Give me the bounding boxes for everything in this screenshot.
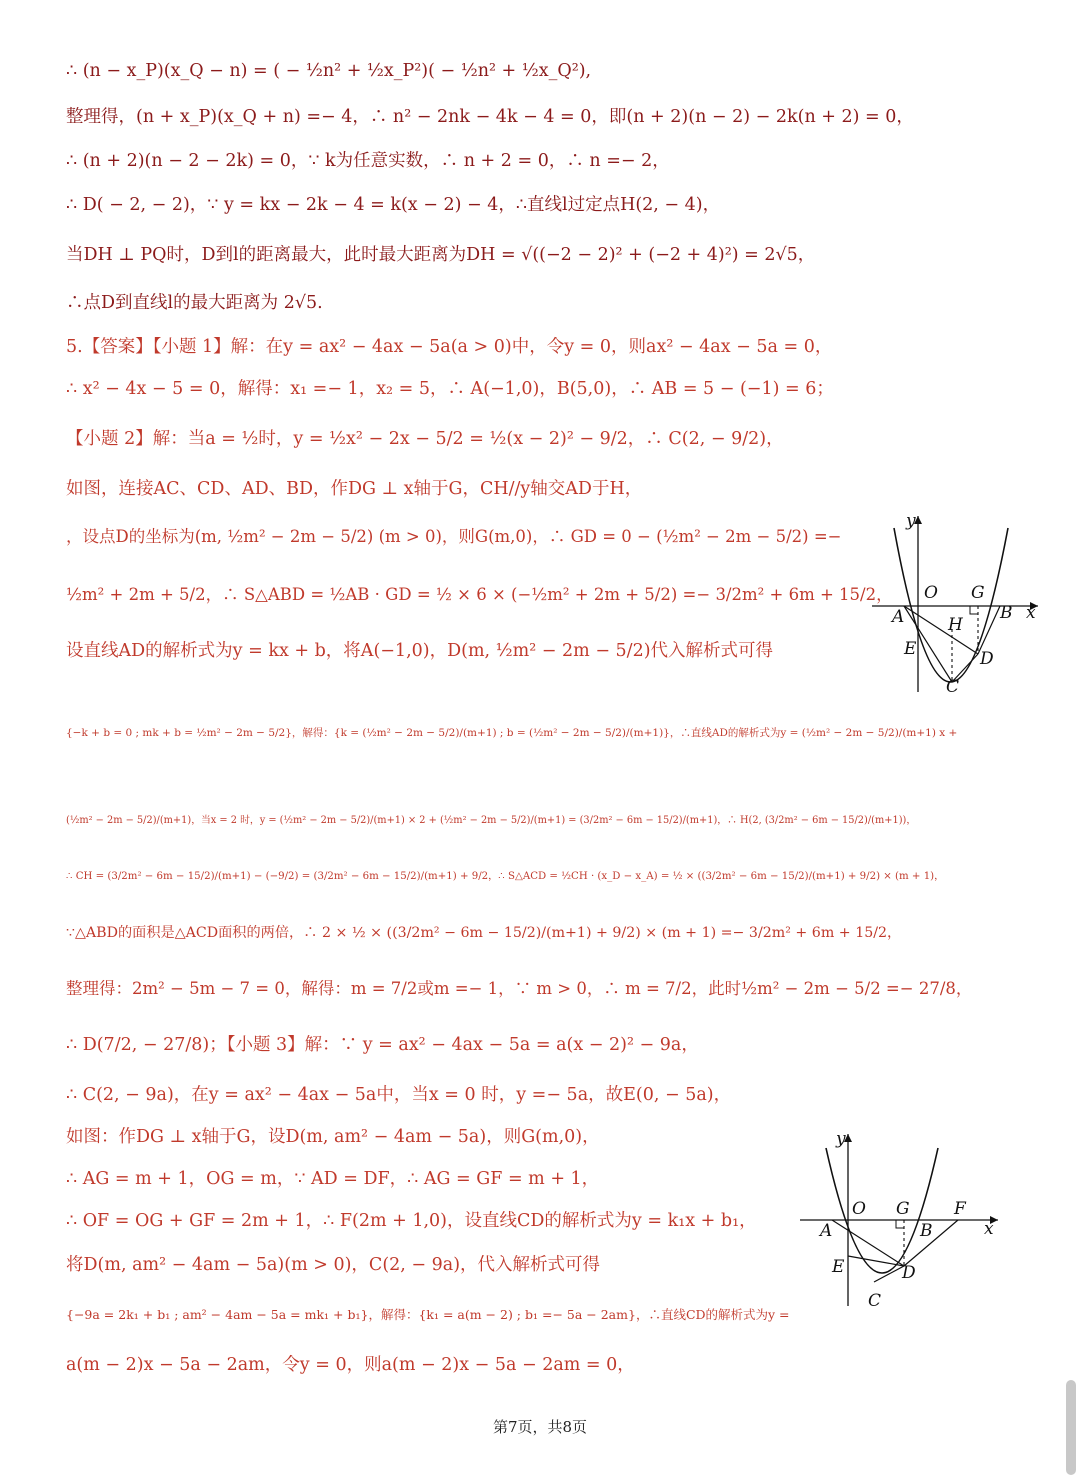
text-line: ½m² + 2m + 5/2，∴ S△ABD = ½AB · GD = ½ × 6 × (−½m² + 2m + 5/2) =− 3/2m² + 6m + 15/2， xyxy=(66,585,893,604)
text-line: 整理得，(n + x_P)(x_Q + n) =− 4，∴ n² − 2nk − 4k − 4 = 0，即(n + 2)(n − 2) − 2k(n + 2) = 0， xyxy=(66,107,914,127)
label-y: y xyxy=(906,511,916,531)
text-line: 将D(m, am² − 4am − 5a)(m > 0)，C(2, − 9a)，代入解析式可得 xyxy=(66,1255,601,1275)
text-line: 如图，连接AC、CD、AD、BD，作DG ⊥ x轴于G，CH//y轴交AD于H， xyxy=(66,479,643,499)
label-g: G xyxy=(971,583,985,603)
page-footer: 第7页，共8页 xyxy=(492,1418,588,1436)
scrollbar-thumb[interactable] xyxy=(1066,1380,1076,1475)
label-c: C xyxy=(946,677,960,696)
text-line: 5.【答案】【小题 1】解：在y = ax² − 4ax − 5a(a > 0)中，令y = 0，则ax² − 4ax − 5a = 0， xyxy=(66,337,833,357)
label-d: D xyxy=(902,1263,916,1283)
label-x: x xyxy=(984,1219,994,1239)
text-line: {−9a = 2k₁ + b₁ ; am² − 4am − 5a = mk₁ + b₁}，解得：{k₁ = a(m − 2) ; b₁ =− 5a − 2am}，∴直线CD的解析式为y = xyxy=(66,1307,790,1322)
text-line: ∴ (n + 2)(n − 2 − 2k) = 0，∵ k为任意实数，∴ n + 2 = 0，∴ n =− 2， xyxy=(66,151,670,171)
text-line: 【小题 2】解：当a = ½时，y = ½x² − 2x − 5/2 = ½(x − 2)² − 9/2，∴ C(2, − 9/2)， xyxy=(66,429,784,449)
label-y: y xyxy=(836,1129,846,1149)
text-line: {−k + b = 0 ; mk + b = ½m² − 2m − 5/2}，解得：{k = (½m² − 2m − 5/2)/(m+1) ; b = (½m² − 2m − 5/2)/(m+1)}，∴直线AD的解析式为y = (½m² − 2m − 5/2)/(m+1) x + xyxy=(66,727,958,739)
text-line: ∴ (n − x_P)(x_Q − n) = ( − ½n² + ½x_P²)( − ½n² + ½x_Q²), xyxy=(66,61,592,81)
label-c: C xyxy=(868,1291,882,1311)
label-f: F xyxy=(954,1199,966,1219)
label-b: B xyxy=(920,1221,933,1241)
text-line: ∴ CH = (3/2m² − 6m − 15/2)/(m+1) − (−9/2) = (3/2m² − 6m − 15/2)/(m+1) + 9/2，∴ S△ACD = ½CH · (x_D − x_A) = ½ × ((3/2m² − 6m − 15/2)/(m+1) + 9/2) × (m + 1)， xyxy=(66,871,945,882)
label-x: x xyxy=(1026,603,1036,623)
text-line: ∴ D(7/2, − 27/8)；【小题 3】解：∵ y = ax² − 4ax − 5a = a(x − 2)² − 9a， xyxy=(66,1035,699,1055)
parabola-figure-1 xyxy=(866,506,1046,696)
label-d: D xyxy=(980,649,994,669)
text-line: ∴ C(2, − 9a)，在y = ax² − 4ax − 5a中，当x = 0 时，y =− 5a，故E(0, − 5a)， xyxy=(66,1085,732,1105)
label-b: B xyxy=(1000,603,1013,623)
text-line: 整理得：2m² − 5m − 7 = 0，解得：m = 7/2或m =− 1，∵ m > 0，∴ m = 7/2，此时½m² − 2m − 5/2 =− 27/8， xyxy=(66,979,973,998)
label-o: O xyxy=(852,1199,866,1219)
text-line: ∴ x² − 4x − 5 = 0，解得：x₁ =− 1，x₂ = 5，∴ A(−1,0)，B(5,0)，∴ AB = 5 − (−1) = 6； xyxy=(66,379,834,399)
label-a: A xyxy=(892,607,905,627)
label-h: H xyxy=(948,615,963,635)
text-line: 如图：作DG ⊥ x轴于G，设D(m, am² − 4am − 5a)，则G(m,0)， xyxy=(66,1127,600,1147)
text-line: (½m² − 2m − 5/2)/(m+1)，当x = 2 时，y = (½m² − 2m − 5/2)/(m+1) × 2 + (½m² − 2m − 5/2)/(m+1) = (3/2m² − 6m − 15/2)/(m+1)，∴ H(2, (3/2m² − 6m − 15/2)/(m+1))， xyxy=(66,815,917,826)
label-a: A xyxy=(820,1221,833,1241)
label-o: O xyxy=(924,583,938,603)
parabola-figure-2 xyxy=(796,1126,1006,1316)
text-line: ，设点D的坐标为(m, ½m² − 2m − 5/2) (m > 0)，则G(m,0)，∴ GD = 0 − (½m² − 2m − 5/2) =− xyxy=(66,527,842,546)
label-e: E xyxy=(904,639,917,659)
text-line: ∴ AG = m + 1，OG = m，∵ AD = DF，∴ AG = GF = m + 1， xyxy=(66,1169,600,1189)
text-line: 设直线AD的解析式为y = kx + b，将A(−1,0)，D(m, ½m² − 2m − 5/2)代入解析式可得 xyxy=(66,641,774,661)
text-line: ∵△ABD的面积是△ACD面积的两倍，∴ 2 × ½ × ((3/2m² − 6m − 15/2)/(m+1) + 9/2) × (m + 1) =− 3/2m² + 6m + 15/2， xyxy=(66,925,902,941)
text-line: ∴ D( − 2, − 2)，∵ y = kx − 2k − 4 = k(x − 2) − 4，∴直线l过定点H(2, − 4)， xyxy=(66,195,721,215)
text-line: 当DH ⊥ PQ时，D到l的距离最大，此时最大距离为DH = √((−2 − 2)² + (−2 + 4)²) = 2√5， xyxy=(66,245,816,265)
text-line: ∴点D到直线l的最大距离为 2√5. xyxy=(66,293,323,313)
text-line: a(m − 2)x − 5a − 2am，令y = 0，则a(m − 2)x − 5a − 2am = 0， xyxy=(66,1355,635,1375)
text-line: ∴ OF = OG + GF = 2m + 1，∴ F(2m + 1,0)，设直线CD的解析式为y = k₁x + b₁， xyxy=(66,1211,757,1231)
label-g: G xyxy=(896,1199,910,1219)
label-e: E xyxy=(832,1257,845,1277)
